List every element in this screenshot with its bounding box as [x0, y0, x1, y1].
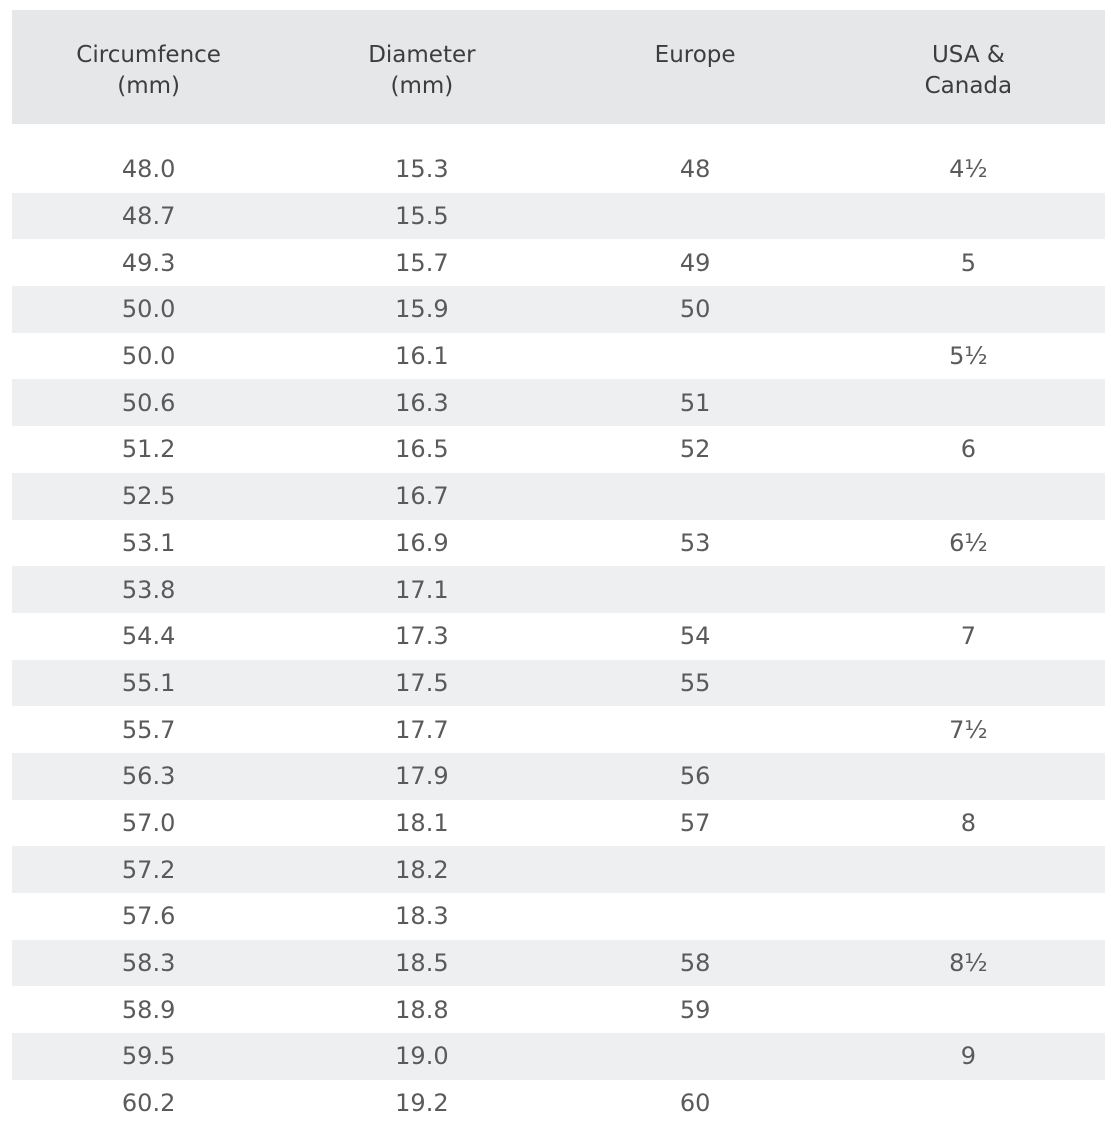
cell-circumference: 58.3: [121, 949, 176, 978]
table-row: [12, 473, 1105, 520]
cell-europe: 50: [679, 295, 711, 324]
cell-usa-canada: 4½: [949, 155, 988, 184]
header-usa-canada: [832, 10, 1105, 102]
cell-diameter: 17.9: [395, 762, 449, 791]
cell-europe: 51: [679, 388, 711, 417]
cell-circumference: 54.4: [121, 622, 176, 651]
cell-circumference: 55.7: [121, 715, 176, 744]
cell-circumference: 60.2: [121, 1089, 176, 1118]
cell-circumference: 50.6: [121, 388, 176, 417]
table-row: [12, 566, 1105, 613]
cell-usa-canada: 6½: [949, 528, 988, 557]
table-row: [12, 660, 1105, 707]
cell-usa-canada: 7½: [949, 715, 988, 744]
header-diameter-line1: Diameter: [368, 42, 476, 68]
cell-diameter: 18.5: [395, 949, 449, 978]
table-row: [12, 1033, 1105, 1080]
header-circumference: [12, 10, 285, 102]
cell-circumference: 48.7: [121, 202, 176, 231]
header-circumference-line1: Circumfence: [76, 42, 221, 68]
cell-circumference: 51.2: [121, 435, 176, 464]
cell-circumference: 56.3: [121, 762, 176, 791]
cell-circumference: 59.5: [121, 1042, 176, 1071]
table-row: [12, 753, 1105, 800]
cell-diameter: 16.1: [395, 342, 449, 371]
table-row: [12, 986, 1105, 1033]
cell-circumference: 53.8: [121, 575, 176, 604]
header-spacer: [12, 124, 1105, 146]
cell-circumference: 50.0: [121, 295, 176, 324]
table-row: [12, 379, 1105, 426]
cell-diameter: 15.9: [395, 295, 449, 324]
cell-europe: 54: [679, 622, 711, 651]
table-row: [12, 893, 1105, 940]
cell-europe: 55: [679, 668, 711, 697]
cell-circumference: 50.0: [121, 342, 176, 371]
table-row: [12, 239, 1105, 286]
cell-circumference: 49.3: [121, 248, 176, 277]
cell-circumference: 55.1: [121, 668, 176, 697]
table-row: [12, 520, 1105, 567]
cell-circumference: 57.6: [121, 902, 176, 931]
cell-europe: 56: [679, 762, 711, 791]
cell-usa-canada: 7: [960, 622, 977, 651]
cell-circumference: 57.2: [121, 855, 176, 884]
cell-diameter: 17.1: [395, 575, 449, 604]
table-row: [12, 333, 1105, 380]
cell-europe: 59: [679, 995, 711, 1024]
cell-circumference: 52.5: [121, 482, 176, 511]
cell-usa-canada: 8: [960, 808, 977, 837]
cell-diameter: 15.5: [395, 202, 449, 231]
cell-europe: 52: [679, 435, 711, 464]
cell-europe: 53: [679, 528, 711, 557]
cell-diameter: 16.5: [395, 435, 449, 464]
cell-europe: 48: [679, 155, 711, 184]
cell-circumference: 48.0: [121, 155, 176, 184]
header-diameter-line2: (mm): [390, 73, 454, 99]
cell-europe: 60: [679, 1089, 711, 1118]
table-row: [12, 706, 1105, 753]
cell-diameter: 17.7: [395, 715, 449, 744]
table-row: [12, 846, 1105, 893]
header-circumference-line2: (mm): [117, 73, 180, 99]
table-row: [12, 613, 1105, 660]
table-row: [12, 800, 1105, 847]
cell-europe: 57: [679, 808, 711, 837]
header-europe: [559, 10, 832, 71]
cell-diameter: 19.2: [395, 1089, 449, 1118]
header-usa-canada-line1: USA &: [931, 42, 1005, 68]
table-row: [12, 193, 1105, 240]
table-row: [12, 146, 1105, 193]
cell-diameter: 16.3: [395, 388, 449, 417]
cell-usa-canada: 5: [960, 248, 977, 277]
table-header: [12, 10, 1105, 124]
cell-europe: 49: [679, 248, 711, 277]
header-diameter: [285, 10, 558, 102]
cell-europe: 58: [679, 949, 711, 978]
table-row: [12, 426, 1105, 473]
cell-diameter: 18.8: [395, 995, 449, 1024]
table-body: [12, 146, 1105, 1126]
cell-usa-canada: 6: [960, 435, 977, 464]
ring-size-table: [12, 10, 1105, 1126]
cell-usa-canada: 5½: [949, 342, 988, 371]
cell-circumference: 53.1: [121, 528, 176, 557]
cell-diameter: 18.1: [395, 808, 449, 837]
cell-diameter: 17.3: [395, 622, 449, 651]
cell-circumference: 57.0: [121, 808, 176, 837]
cell-diameter: 16.9: [395, 528, 449, 557]
table-row: [12, 940, 1105, 987]
cell-usa-canada: 9: [960, 1042, 977, 1071]
cell-diameter: 18.2: [395, 855, 449, 884]
cell-diameter: 19.0: [395, 1042, 449, 1071]
header-europe-line1: Europe: [654, 42, 736, 68]
cell-diameter: 17.5: [395, 668, 449, 697]
cell-diameter: 15.3: [395, 155, 449, 184]
cell-diameter: 18.3: [395, 902, 449, 931]
cell-diameter: 15.7: [395, 248, 449, 277]
cell-circumference: 58.9: [121, 995, 176, 1024]
table-row: [12, 1080, 1105, 1126]
cell-diameter: 16.7: [395, 482, 449, 511]
header-usa-canada-line2: Canada: [924, 73, 1013, 99]
table-row: [12, 286, 1105, 333]
cell-usa-canada: 8½: [949, 949, 988, 978]
